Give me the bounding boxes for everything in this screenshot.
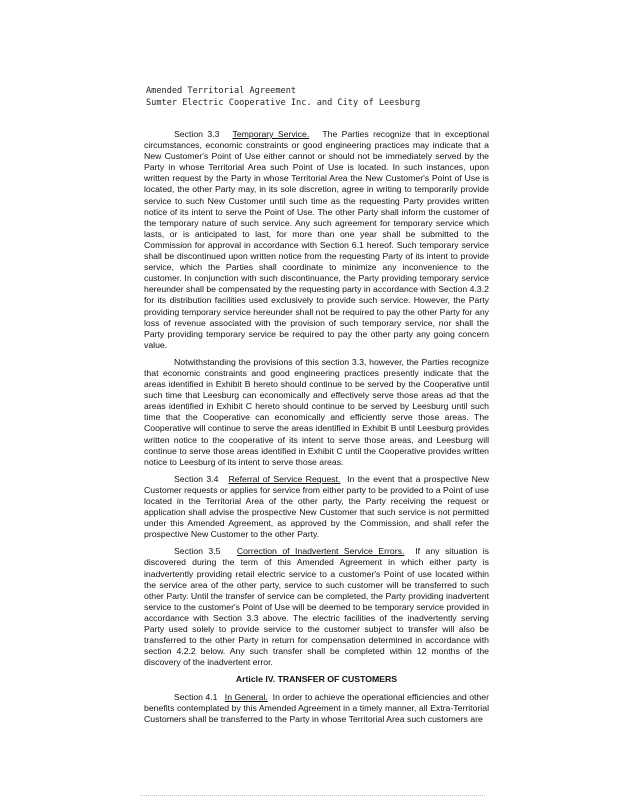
section-3-5-text: If any situation is discovered during the term of this Amended Agreement in which either party is inadvertently providing retail electric service to a customer's Point of use located within the service area of the other party, service to such customer will be transferred to such other Party. Until the transfer of service can be completed, the Party providing inadvertent service to the customer's Point of Use will be deemed to be temporary service provided in accordance with Section 3.3 above. The electric facilities of the inadvertently serving Party used solely to provide service to the customer subject to transfer will also be transferred to the other Party in return for compensation determined in accordance with section 4.2.2 below. Any such transfer shall be completed within 12 months of the discovery of the inadvertent error. xyxy=(144,546,490,668)
section-3-3-text: The Parties recognize that in exceptional circumstances, economic constraints or good engineering practices may indicate that a New Customer's Point of Use either cannot or should not be immediately served by the Party in whose Territorial Area such Point of Use is located. In such instances, upon written request by the Party in whose Territorial Area the New Customer's Point of Use is located, the other Party may, in its sole discretion, agree in writing to temporarily provide service to such New Customer until such time as the requesting Party provides written notice of its intent to serve the Point of Use. The other Party shall inform the customer of the temporary nature of such service. Any such agreement for temporary service which lasts, or is anticipated to last, for more than one year shall be submitted to the Commission for approval in accordance with Section 6.1 hereof. Such temporary service shall be discontinued upon written notice from the requesting Party of its intent to provide service, which the Parties shall coordinate to minimize any inconvenience to the customer. In conjunction with such discontinuance, the Party providing temporary service hereunder shall be compensated by the requesting party in accordance with Section 4.3.2 for its distribution facilities used exclusively to provide such service. However, the Party providing temporary service hereunder shall not be required to pay the other Party for any loss of revenue associated with the provision of such temporary service, nor shall the Party providing temporary service be required to pay the other party any going concern value. xyxy=(144,129,490,350)
section-3-5-paragraph xyxy=(144,546,489,668)
section-4-1-text: In order to achieve the operational efficiencies and other benefits contemplated by this Amended Agreement in a timely manner, all Extra-Territorial Customers shall be transferred to the Party in whose Territorial Area such customers are xyxy=(144,691,489,724)
section-3-4-text: In the event that a prospective New Customer requests or applies for service from either party to be provided to a Point of use located in the Territorial Area of the other party, the Party receiving the request or application shall advise the prospective New Customer that such service is not permitted under this Amended Agreement, as approved by the Commission, and shall refer the prospective New Customer to the other Party. xyxy=(144,473,490,540)
section-3-4-label: Section 3.4 xyxy=(174,473,219,484)
notwithstanding-paragraph xyxy=(144,357,489,468)
section-3-5-label: Section 3.5 xyxy=(174,546,221,557)
section-3-3-paragraph xyxy=(144,129,489,351)
section-4-1-label: Section 4.1 xyxy=(174,691,218,702)
section-3-4-title: Referral of Service Request. xyxy=(228,473,341,484)
header-parties: Sumter Electric Cooperative Inc. and City of Leesburg xyxy=(146,98,421,108)
section-4-1-paragraph xyxy=(144,692,489,725)
article-iv-heading: Article IV. TRANSFER OF CUSTOMERS xyxy=(235,674,398,685)
section-3-3-label: Section 3.3 xyxy=(174,129,220,139)
page-bottom-rule xyxy=(140,795,485,796)
notwithstanding-text: Notwithstanding the provisions of this section 3.3, however, the Parties recognize that economic constraints and good engineering practices presently indicate that the areas identified in Exhibit B hereto should continue to be served by the Cooperative until such time that Leesburg can economically and effectively serve those areas ad that the areas identified in Exhibit C hereto should continue to be served by Leesburg until such time that the Cooperative can economically and efficiently serve those areas. The Cooperative will continue to serve the areas identified in Exhibit B until Leesburg provides written notice to the cooperative of its intent to serve those areas, and Leesburg will continue to serve those areas identified in Exhibit C until the Cooperative provides written notice to Leesburg of its intent to serve those areas. xyxy=(144,356,489,467)
document-body xyxy=(144,129,489,725)
header-title: Amended Territorial Agreement xyxy=(146,86,297,96)
section-3-4-paragraph xyxy=(144,474,489,541)
section-3-5-title: Correction of Inadvertent Service Errors. xyxy=(236,546,405,557)
document-header xyxy=(146,85,420,109)
section-3-3-title: Temporary Service. xyxy=(232,129,310,139)
section-4-1-title: In General. xyxy=(224,691,268,702)
